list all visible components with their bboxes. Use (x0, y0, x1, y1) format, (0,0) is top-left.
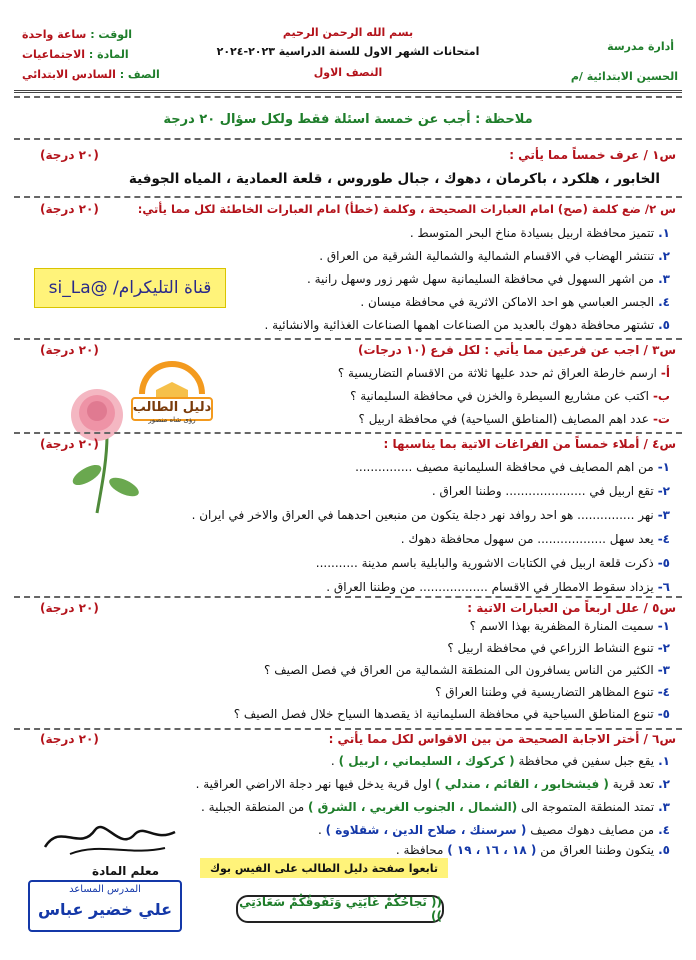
q3-item: أ-ارسم خارطة العراق ثم حدد عليها ثلاثة من الاقسام التضاريسية ؟ (337, 366, 670, 380)
q2-item: ٥.تشتهر محافظة دهوك بالعديد من الصناعات اهمها الصناعات الغذائية والانشائية . (264, 318, 670, 332)
q4-item: ١-من اهم المصايف في محافظة السليمانية مصيف ............... (355, 460, 670, 474)
q1-divider (14, 138, 682, 140)
class-value: السادس الابتدائي (22, 68, 116, 81)
exam-note: ملاحظة : أجب عن خمسة اسئلة فقط ولكل سؤال ٢٠ درجة (163, 112, 533, 127)
subject-row (22, 48, 129, 61)
q3-item: ب-اكتب عن مشاريع السيطرة والخزن في محافظة السليمانية ؟ (350, 389, 670, 403)
q5-item: ١-سميت المنارة المظفرية بهذا الاسم ؟ (469, 619, 670, 633)
telegram-banner: قناة التليكرام/ @si_La (34, 268, 226, 308)
logo (128, 360, 216, 430)
q5-item: ٤-تنوع المظاهر التضاريسية في وطننا العراق ؟ (435, 685, 670, 699)
class-label: الصف : (119, 68, 160, 81)
q6-item: ٢.تعد قرية ( فيشخابور ، القائم ، مندلي ) اول قرية يدخل فيها نهر دجلة الاراضي العراقية . (195, 777, 670, 791)
q1-terms: الخابور ، هلكرد ، باكرمان ، دهوك ، جبال طوروس ، قلعة العمادية ، المياه الجوفية (128, 171, 660, 187)
q6-item: ١.يقع جبل سفين في محافظة ( كركوك ، السليماني ، اربيل ) . (330, 754, 670, 768)
class-row (22, 68, 160, 81)
motto: (( نَجاحُكُمْ غَايَتِي وَتَفَوقُكُمْ سَعَادَتِي )) (236, 895, 444, 923)
q5-divider (14, 596, 682, 598)
q4-title: س٤ / أملاء خمساً من الفراغات الاتية بما يناسبها : (383, 437, 676, 451)
q3-degree: (٢٠ درجة) (40, 343, 99, 357)
q5-title: س٥ / علل اربعاً من العبارات الاتية : (467, 601, 676, 615)
q4-item: ٣-نهر ............... هو احد روافد نهر دجلة يتكون من منبعين احدهما في العراق والاخر في ايران . (191, 508, 670, 522)
q3-item: ت-عدد اهم المصايف (المناطق السياحية) في محافظة اربيل ؟ (358, 412, 670, 426)
q2-item: ٣.من اشهر السهول في محافظة السليمانية سهل شهر زور وسهل رانية . (306, 272, 670, 286)
q4-divider (14, 432, 682, 434)
q4-item: ٦-يزداد سقوط الامطار في الاقسام .................. من وطننا العراق . (326, 580, 670, 594)
subject-label: المادة : (88, 48, 129, 61)
q5-item: ٣-الكثير من الناس يسافرون الى المنطقة الشمالية من العراق في فصل الصيف ؟ (264, 663, 670, 677)
q2-divider (14, 196, 682, 198)
q5-degree: (٢٠ درجة) (40, 601, 99, 615)
q2-item: ٤.الجسر العباسي هو احد الاماكن الاثرية في محافظة ميسان . (360, 295, 670, 309)
logo-subtitle: رؤى شاه منصور (148, 416, 196, 424)
term-label: النصف الاول (313, 66, 383, 79)
school-admin-label: أدارة مدرسة (607, 40, 674, 53)
q4-item: ٤-يعد سهل .................. من سهول محافظة دهوك . (400, 532, 670, 546)
school-name: الحسين الابتدائية /م (570, 70, 678, 83)
teacher-stamp (28, 880, 182, 932)
subject-value: الاجتماعيات (22, 48, 86, 61)
exam-title: امتحانات الشهر الاول للسنة الدراسية ٢٠٢٣-٢٠٢٤ (216, 45, 480, 58)
q4-item: ٥-ذكرت قلعة اربيل في الكتابات الاشورية والبابلية باسم مدينة ........... (315, 556, 670, 570)
q2-item: ١.تتميز محافظة اربيل بسيادة مناخ البحر المتوسط . (409, 226, 670, 240)
q6-divider (14, 728, 682, 730)
q3-title: س٣ / اجب عن فرعين مما يأتي : لكل فرع (١٠ درجات) (358, 343, 676, 357)
q6-item: ٥.يتكون وطننا العراق من ( ١٨ ، ١٦ ، ١٩ ) محافظة . (395, 843, 670, 857)
basmala: بسم الله الرحمن الرحيم (282, 26, 414, 39)
logo-title: دليل الطالب (132, 400, 212, 415)
teacher-role: المدرس المساعد (69, 884, 141, 895)
q1-title: س١ / عرف خمساً مما يأتي : (509, 148, 676, 162)
time-label: الوقت : (90, 28, 133, 41)
header-divider (14, 90, 682, 93)
q6-item: ٣.تمتد المنطقة المتموجة الى (الشمال ، الجنوب الغربي ، الشرق ) من المنطقة الجبلية . (201, 800, 670, 814)
q4-item: ٢-تقع اربيل في ..................... وطننا العراق . (431, 484, 670, 498)
q5-item: ٢-تنوع النشاط الزراعي في محافظة اربيل ؟ (447, 641, 670, 655)
q6-degree: (٢٠ درجة) (40, 732, 99, 746)
q1-degree: (٢٠ درجة) (40, 148, 99, 162)
time-value: ساعة واحدة (22, 28, 87, 41)
time-row (22, 28, 132, 41)
q2-degree: (٢٠ درجة) (40, 202, 99, 216)
facebook-banner: تابعوا صفحة دليل الطالب على الفيس بوك (200, 858, 448, 878)
signature-icon (40, 812, 180, 862)
header-divider-2 (14, 96, 682, 98)
q2-title: س ٢/ ضع كلمة (صح) امام العبارات الصحيحة ، وكلمة (خطأ) امام العبارات الخاطئة لكل مما يأتي: (137, 202, 676, 216)
q3-divider (14, 338, 682, 340)
q5-item: ٥-تنوع المناطق السياحية في محافظة السليمانية اذ يقصدها السياح خلال فصل الصيف ؟ (233, 707, 670, 721)
q4-degree: (٢٠ درجة) (40, 437, 99, 451)
q6-title: س٦ / أختر الاجابة الصحيحة من بين الاقواس لكل مما يأتي : (328, 732, 676, 746)
q6-item: ٤.من مصايف دهوك مصيف ( سرسنك ، صلاح الدين ، شقلاوة ) . (317, 823, 670, 837)
q2-item: ٢.تنتشر الهضاب في الاقسام الشمالية والشمالية الشرقية من العراق . (319, 249, 670, 263)
teacher-name: علي خضير عباس (37, 900, 173, 919)
teacher-label: معلم المادة (92, 864, 160, 878)
